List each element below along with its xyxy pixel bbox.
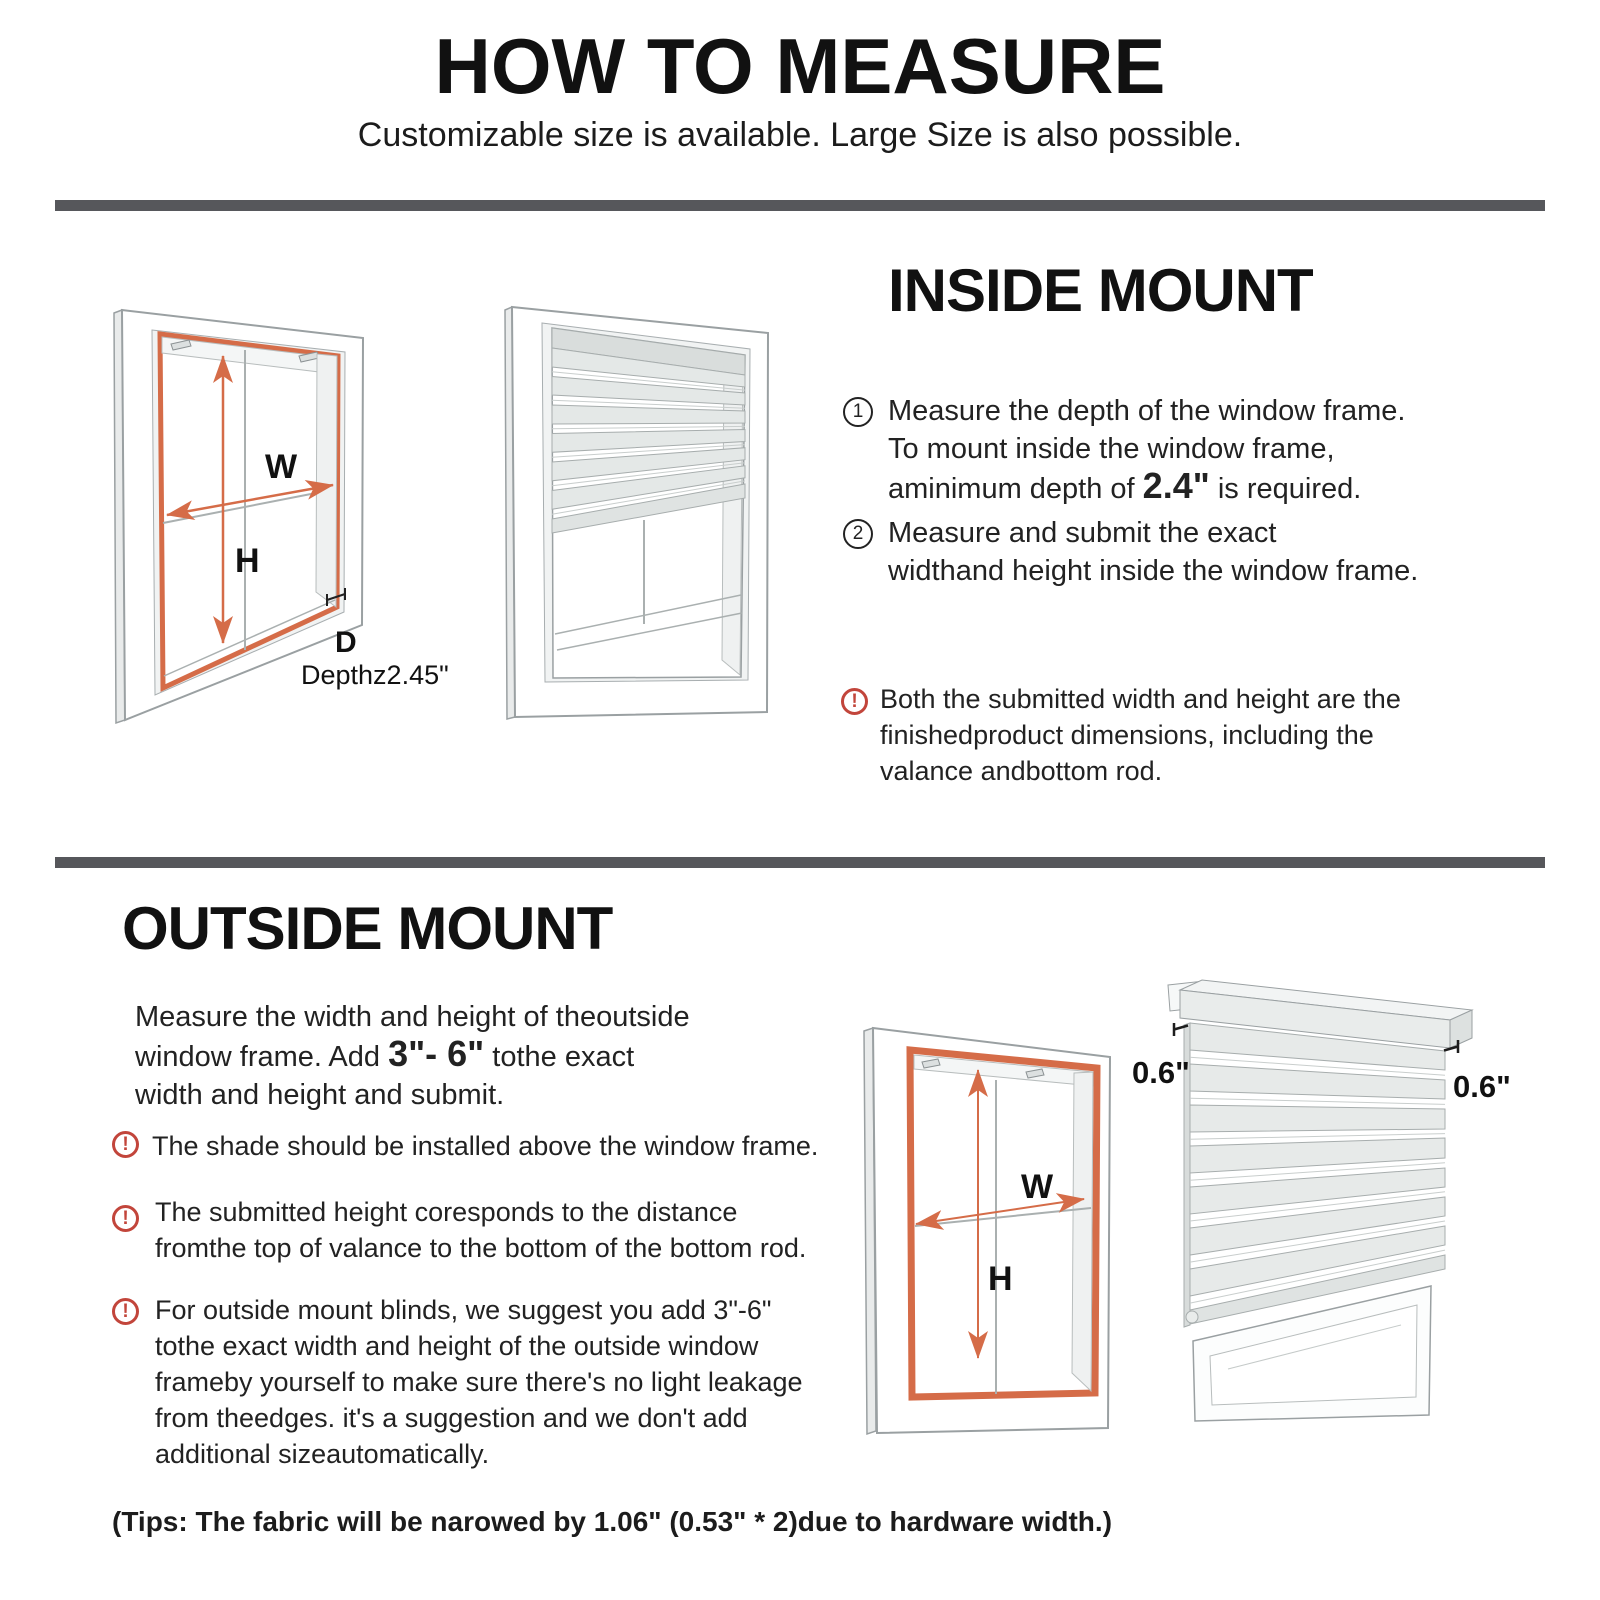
width-label: W [1021,1168,1054,1206]
inside-step1-line2: To mount inside the window frame, [888,433,1335,465]
outside-warning1 [152,1128,818,1164]
divider-top [55,200,1545,211]
outside-warning3-line5: additional sizeautomatically. [155,1439,490,1469]
warning-icon [112,1131,139,1158]
inside-step1-depth-value: 2.4" [1142,465,1210,506]
outside-warning3-line4: from theedges. it's a suggestion and we don't add [155,1403,748,1433]
footer-tips: (Tips: The fabric will be narowed by 1.06" (0.53" * 2)due to hardware width.) [112,1506,1113,1537]
inside-step2 [888,514,1418,590]
warning-icon [112,1298,139,1325]
outside-warning3-line2: tothe exact width and height of the outside window [155,1331,759,1361]
outside-warning3 [155,1292,803,1472]
inside-step1 [888,392,1405,508]
zebra-blind-drawing [1184,1023,1445,1327]
inside-mount-window-diagram [95,280,475,740]
outside-intro-line2-post: tothe exact [484,1041,635,1073]
outside-mount-title: OUTSIDE MOUNT [122,895,613,962]
inside-step1-line3 [888,465,1405,508]
step2-number [843,519,873,549]
warning-icon [841,688,868,715]
outside-intro [135,998,690,1114]
outside-warning2 [155,1194,806,1266]
right-offset-label: 0.6" [1453,1069,1511,1104]
inside-mount-title: INSIDE MOUNT [888,257,1313,324]
warning-exclamation: ! [122,1133,129,1155]
inside-warning [880,681,1401,789]
step1-number [843,397,873,427]
header [0,22,1600,155]
outside-intro-line1: Measure the width and height of theoutside [135,1001,690,1033]
outside-warning3-line3: frameby yourself to make sure there's no light leakage [155,1367,803,1397]
inside-step1-line1: Measure the depth of the window frame. [888,395,1406,427]
outside-intro-size-value: 3"- 6" [388,1033,485,1074]
divider-middle [55,857,1545,868]
warning-exclamation: ! [122,1300,129,1322]
outside-warning2-line2: fromthe top of valance to the bottom of the bottom rod. [155,1233,807,1263]
warning-exclamation: ! [851,690,858,712]
depth-value-label: Depthz2.45" [301,660,449,690]
page-subtitle: Customizable size is available. Large Size is also possible. [357,115,1243,154]
inside-step2-line2: widthand height inside the window frame. [888,555,1419,587]
height-label: H [988,1260,1013,1298]
width-label: W [265,448,298,486]
left-offset-label: 0.6" [1132,1055,1190,1090]
outside-intro-line2-pre: window frame. Add [135,1041,389,1073]
depth-letter-label: D [335,626,357,659]
step1-number-text: 1 [852,401,864,422]
outside-mount-window-diagram [858,1018,1118,1438]
inside-warning-line3: valance andbottom rod. [880,756,1163,786]
page-title: HOW TO MEASURE [434,22,1166,110]
outside-warning2-line1: The submitted height coresponds to the distance [155,1197,738,1227]
inside-step1-line3-pre: aminimum depth of [888,473,1143,505]
inside-warning-line2: finishedproduct dimensions, including the [880,720,1374,750]
height-label: H [235,542,260,580]
inside-mount-blinds-diagram [492,282,812,732]
inside-step2-line1: Measure and submit the exact [888,517,1277,549]
window-frame-drawing [864,1028,1110,1434]
outside-warning3-line1: For outside mount blinds, we suggest you add 3"-6" [155,1295,772,1325]
inside-warning-line1: Both the submitted width and height are the [880,684,1401,714]
warning-exclamation: ! [122,1207,129,1229]
inside-step1-line3-post: is required. [1209,473,1362,505]
step2-number-text: 2 [852,523,864,544]
warning-icon [112,1205,139,1232]
outside-warning1-line1: The shade should be installed above the window frame. [152,1131,819,1161]
outside-mount-blinds-diagram [1128,973,1528,1443]
outside-intro-line3: width and height and submit. [135,1079,505,1111]
outside-intro-line2 [135,1033,690,1076]
